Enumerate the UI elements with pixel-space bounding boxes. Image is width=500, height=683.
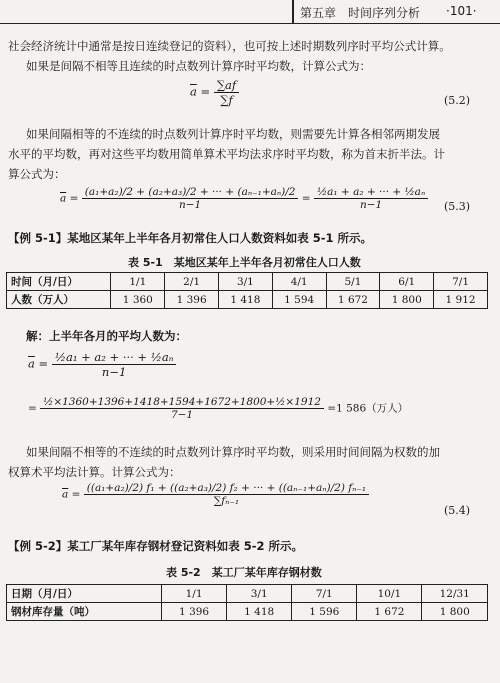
table-cell: 1 596 <box>292 603 357 621</box>
solution-heading: 解：上半年各月的平均人数为： <box>26 329 187 343</box>
header-rule <box>0 23 500 24</box>
paragraph-line: 水平的平均数，再对这些平均数用简单算术平均法求序时平均数，称为首末折半法。计 <box>8 147 445 161</box>
paragraph-line: 如果间隔不相等的不连续的时点数列计算序时平均数，则采用时间间隔为权数的加 <box>26 445 440 459</box>
table-cell: 1 594 <box>272 291 326 309</box>
table-cell: 12/31 <box>422 585 488 603</box>
formula-5-4: $\overline{a}$ = $\frac{\text{((a₁+a₂)/2) f₁ + ((a₂+a₃)/2) f₂ + ··· + ((aₙ₋₁+aₙ)/2) fₙ₋₁}}{\text{∑fₙ₋₁}}$ <box>62 482 369 507</box>
table-cell: 时间（月/日） <box>7 273 111 291</box>
table-cell: 1 672 <box>357 603 422 621</box>
table-cell: 3/1 <box>227 585 292 603</box>
header-bar <box>292 0 294 23</box>
table-cell: 1/1 <box>162 585 227 603</box>
table-cell: 2/1 <box>165 273 219 291</box>
table-cell: 日期（月/日） <box>7 585 162 603</box>
table-row <box>7 291 488 309</box>
table-cell: 3/1 <box>219 273 273 291</box>
table-cell: 钢材库存量（吨） <box>7 603 162 621</box>
table-cell: 7/1 <box>292 585 357 603</box>
table-cell: 1/1 <box>111 273 165 291</box>
paragraph-line: 如果是间隔不相等且连续的时点数列计算序时平均数，计算公式为： <box>26 59 371 73</box>
table-cell: 10/1 <box>357 585 422 603</box>
table-cell: 1 672 <box>326 291 380 309</box>
table-cell: 1 396 <box>162 603 227 621</box>
table-cell: 1 800 <box>422 603 488 621</box>
table-caption: 表 5-2 某工厂某年库存钢材数 <box>166 566 322 579</box>
paragraph-line: 算公式为： <box>8 167 66 181</box>
table-cell: 人数（万人） <box>7 291 111 309</box>
table-caption: 表 5-1 某地区某年上半年各月初常住人口人数 <box>128 256 361 269</box>
example-heading: 【例 5-1】某地区某年上半年各月初常住人口人数资料如表 5-1 所示。 <box>8 231 373 245</box>
table-cell: 1 418 <box>227 603 292 621</box>
formula-5-2: $\overline{a}$ = $\frac{\sum af}{\sum f}$ <box>190 78 239 107</box>
table-cell: 5/1 <box>326 273 380 291</box>
table-5-2 <box>6 584 488 621</box>
table-cell: 7/1 <box>434 273 488 291</box>
equation-number: (5.3) <box>444 200 471 213</box>
table-cell: 1 396 <box>165 291 219 309</box>
table-cell: 4/1 <box>272 273 326 291</box>
equation-number: (5.2) <box>444 94 471 107</box>
table-header-row <box>7 273 488 291</box>
table-cell: 6/1 <box>380 273 434 291</box>
page-number: ·101· <box>446 4 477 18</box>
equation-number: (5.4) <box>444 504 471 517</box>
table-row <box>7 603 488 621</box>
formula-calculation: = $\frac{\text{½×1360+1396+1418+1594+1672+1800+½×1912}}{7-1}$ =1 586（万人） <box>28 396 409 421</box>
chapter-title: 第五章 时间序列分析 <box>300 6 421 20</box>
table-header-row <box>7 585 488 603</box>
formula-5-3: $\overline{a}$ = $\frac{\text{(a₁+a₂)/2 + (a₂+a₃)/2 + ··· + (aₙ₋₁+aₙ)/2}}{n-1}$ = $\frac{\text{½a₁ + a₂ + ··· + ½aₙ}}{n-1}$ <box>60 186 428 211</box>
formula-solution: $\overline{a}$ = $\frac{\text{½a₁ + a₂ + ··· + ½aₙ}}{n-1}$ <box>28 350 176 379</box>
table-cell: 1 360 <box>111 291 165 309</box>
table-cell: 1 800 <box>380 291 434 309</box>
paragraph-line: 社会经济统计中通常是按日连续登记的资料），也可按上述时期数列序时平均公式计算。 <box>8 39 451 53</box>
table-cell: 1 418 <box>219 291 273 309</box>
table-cell: 1 912 <box>434 291 488 309</box>
paragraph-line: 如果间隔相等的不连续的时点数列计算序时平均数，则需要先计算各相邻两期发展 <box>26 127 440 141</box>
example-heading: 【例 5-2】某工厂某年库存钢材登记资料如表 5-2 所示。 <box>8 539 304 553</box>
table-5-1 <box>6 272 488 309</box>
paragraph-line: 权算术平均法计算。计算公式为： <box>8 465 181 479</box>
